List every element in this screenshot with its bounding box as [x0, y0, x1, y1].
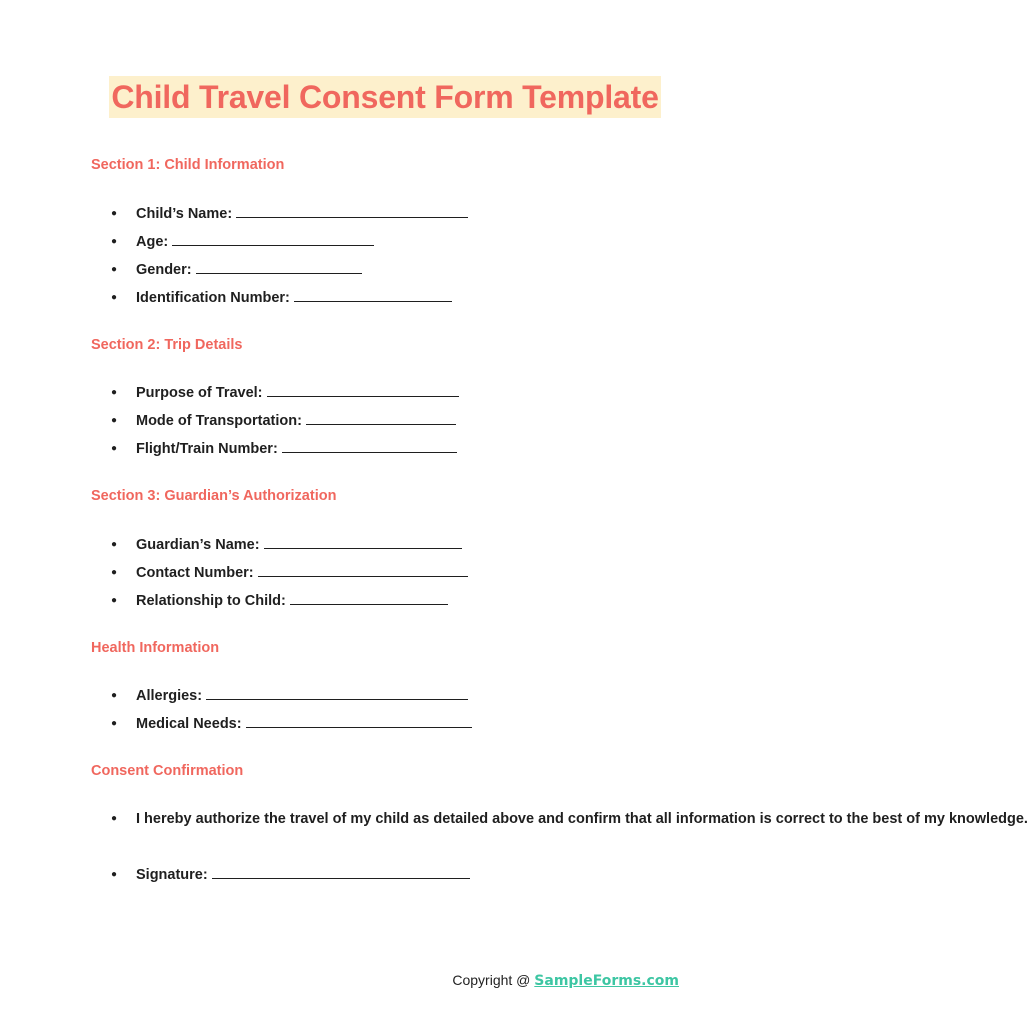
child-information-list [111, 200, 468, 312]
list-item [111, 256, 468, 284]
list-item [111, 587, 468, 615]
purpose-of-travel-field[interactable] [267, 381, 459, 397]
health-information-list [111, 682, 472, 738]
section-heading-trip-details: Section 2: Trip Details [91, 337, 243, 353]
list-item [111, 531, 468, 559]
section-heading-consent-confirmation: Consent Confirmation [91, 763, 244, 779]
brand-link[interactable]: SampleForms.com [534, 973, 679, 989]
field-label: Guardian’s Name: [136, 537, 260, 553]
field-label: Child’s Name: [136, 206, 233, 222]
field-label: Age: [136, 234, 169, 250]
field-label: Contact Number: [136, 565, 254, 581]
list-item [111, 861, 676, 889]
list-item [111, 200, 468, 228]
list-item [111, 710, 472, 738]
medical-needs-field[interactable] [246, 712, 472, 728]
page-title: Child Travel Consent Form Template [109, 76, 660, 118]
list-item [111, 407, 459, 435]
field-label: Relationship to Child: [136, 593, 286, 609]
signature-label: Signature: [136, 867, 208, 883]
consent-confirmation-list [111, 805, 1028, 889]
footer [452, 972, 679, 989]
list-item [111, 379, 459, 407]
section-heading-child-information: Section 1: Child Information [91, 157, 285, 173]
age-field[interactable] [172, 230, 374, 246]
guardians-authorization-list [111, 531, 468, 615]
list-item [111, 682, 472, 710]
trip-details-list [111, 379, 459, 463]
guardians-name-field[interactable] [264, 533, 462, 549]
list-item [111, 435, 459, 463]
field-label: Mode of Transportation: [136, 413, 302, 429]
allergies-field[interactable] [206, 684, 468, 700]
identification-number-field[interactable] [294, 286, 452, 302]
mode-of-transportation-field[interactable] [306, 409, 456, 425]
contact-number-field[interactable] [258, 561, 468, 577]
section-heading-guardians-authorization: Section 3: Guardian’s Authorization [91, 488, 337, 504]
field-label: Purpose of Travel: [136, 385, 263, 401]
gender-field[interactable] [196, 258, 362, 274]
copyright-text: Copyright @ [452, 972, 535, 988]
list-item [111, 284, 468, 312]
field-label: Medical Needs: [136, 716, 242, 732]
consent-statement: ● I hereby authorize the travel of my child as detailed above and confirm that all information is correct to the best of my knowledge. [111, 805, 676, 833]
relationship-to-child-field[interactable] [290, 589, 448, 605]
field-label: Identification Number: [136, 290, 290, 306]
list-item [111, 228, 468, 256]
signature-field[interactable] [212, 863, 470, 879]
section-heading-health-information: Health Information [91, 640, 220, 656]
field-label: Gender: [136, 262, 192, 278]
flight-train-number-field[interactable] [282, 437, 457, 453]
title-wrap [0, 76, 770, 118]
field-label: Allergies: [136, 688, 203, 704]
field-label: Flight/Train Number: [136, 441, 278, 457]
list-item [111, 559, 468, 587]
childs-name-field[interactable] [236, 202, 468, 218]
